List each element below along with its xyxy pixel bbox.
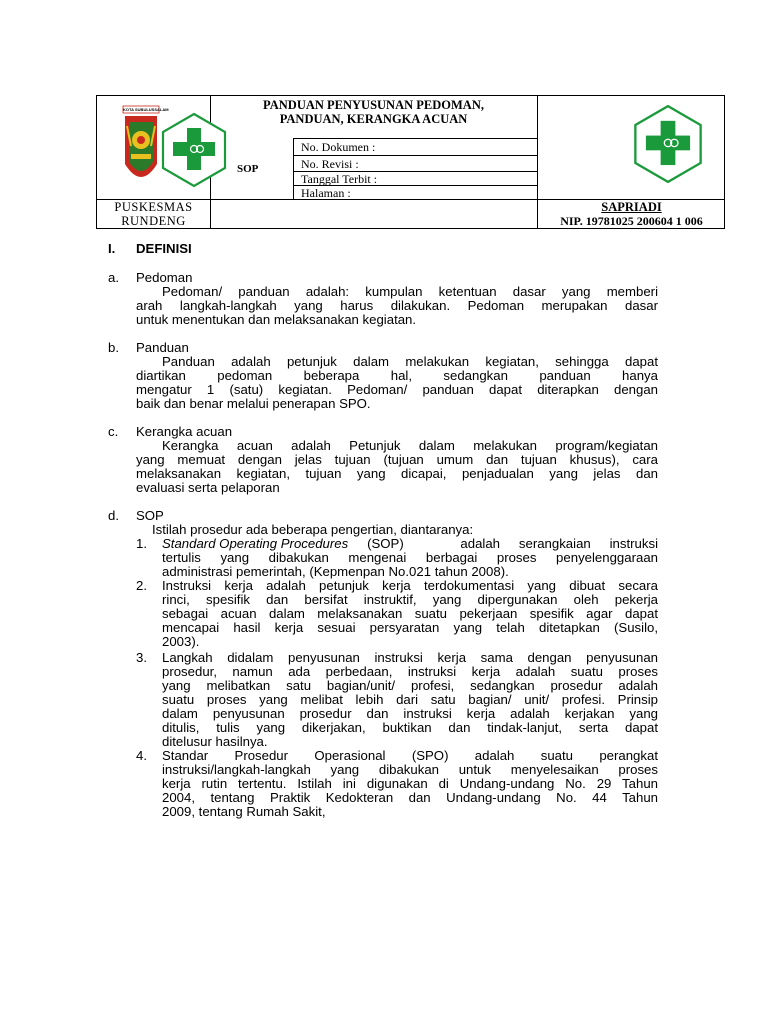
sub-3-line: suatu proses yang melibat lebih dari satu bagian/ unit/ profesi. Prinsip xyxy=(162,692,658,707)
sub-2-line: mencapai hasil kerja sesuai persyaratan yang telah ditetapkan (Susilo, xyxy=(162,620,658,635)
title-line-2: PANDUAN, KERANGKA ACUAN xyxy=(279,112,468,126)
sub-2-line: rinci, spesifik dan bersifat instruktif, yang dipergunakan oleh pekerja xyxy=(162,592,658,607)
organization-name xyxy=(97,200,210,228)
item-b-line: Panduan adalah petunjuk dalam melakukan kegiatan, sehingga dapat xyxy=(162,354,658,369)
item-c-title: Kerangka acuan xyxy=(136,424,233,439)
header-divider xyxy=(293,138,537,139)
header-divider xyxy=(293,138,294,200)
city-logo-text: KOTA SUBULUSSALAM xyxy=(123,107,169,112)
item-b-line: diartikan pedoman beberapa hal, sedangkan panduan hanya xyxy=(136,368,658,383)
item-c-line: yang memuat dengan jelas tujuan (tujuan umum dan tujuan khusus), cara xyxy=(136,452,658,467)
signer-name: SAPRIADI xyxy=(601,200,662,214)
item-a-line: untuk menentukan dan melaksanakan kegiatan. xyxy=(136,312,417,327)
sub-2-number: 2. xyxy=(136,578,147,593)
sop-label: SOP xyxy=(237,163,259,175)
item-a-label: a. xyxy=(108,270,119,285)
sub-4-line: Standar Prosedur Operasional (SPO) adalah suatu perangkat xyxy=(162,748,658,763)
puskesmas-logo-right xyxy=(633,104,703,184)
item-b-title: Panduan xyxy=(136,340,189,355)
item-c-line: melaksanakan kegiatan, tujuan yang dicapai, penjadualan yang jelas dan xyxy=(136,466,658,481)
item-b-line: baik dan benar melalui penerapan SPO. xyxy=(136,396,371,411)
sub-4-line: 2004, tentang Praktik Kedokteran dan Undang-undang No. 44 Tahun xyxy=(162,790,658,805)
item-b-label: b. xyxy=(108,340,119,355)
sub-1-line1-rest: (SOP) adalah serangkaian instruksi xyxy=(348,536,658,551)
signer-nip: NIP. 19781025 200604 1 006 xyxy=(560,214,703,228)
sub-3-line: yang melibatkan satu bagian/unit/ profesi, sedangkan prosedur adalah xyxy=(162,678,658,693)
sub-4-line: 2009, tentang Rumah Sakit, xyxy=(162,804,326,819)
item-a-title: Pedoman xyxy=(136,270,193,285)
section-number: I. xyxy=(108,241,116,256)
item-c-line: evaluasi serta pelaporan xyxy=(136,480,280,495)
item-d-label: d. xyxy=(108,508,119,523)
sub-1-first-line xyxy=(162,537,658,551)
sub-3-number: 3. xyxy=(136,650,147,665)
field-no-revisi: No. Revisi : xyxy=(301,157,359,171)
field-tanggal-terbit: Tanggal Terbit : xyxy=(301,172,378,186)
item-a-line: Pedoman/ panduan adalah: kumpulan ketentuan dasar yang memberi xyxy=(162,284,658,299)
org-line-1: PUSKESMAS xyxy=(114,200,193,214)
sub-2-line: 2003). xyxy=(162,634,200,649)
item-d-title: SOP xyxy=(136,508,164,523)
sub-3-line: ditelusur hasilnya. xyxy=(162,734,268,749)
item-b-line: mengatur 1 (satu) kegiatan. Pedoman/ panduan dapat diterapkan dengan xyxy=(136,382,658,397)
sub-1-number: 1. xyxy=(136,536,147,551)
document-header xyxy=(96,95,725,229)
sub-3-line: Langkah didalam penyusunan instruksi kerja sama dengan penyusunan xyxy=(162,650,658,665)
sub-1-line: administrasi pemerintah, (Kepmenpan No.021 tahun 2008). xyxy=(162,564,509,579)
sub-1-line: tertulis yang dibakukan mengenai berbagai proses penyelenggaraan xyxy=(162,550,658,565)
sub-2-line: sebagai acuan dalam melaksanakan suatu pekerjaan spesifik agar dapat xyxy=(162,606,658,621)
sub-3-line: ditulis, tulis yang dikerjakan, buktikan dan tindak-lanjut, serta dapat xyxy=(162,720,658,735)
sub-4-line: kerja rutin tertentu. Istilah ini digunakan di Undang-undang No. 29 Tahun xyxy=(162,776,658,791)
item-c-line: Kerangka acuan adalah Petunjuk dalam melakukan program/kegiatan xyxy=(162,438,658,453)
sub-1-italic-term: Standard Operating Procedures xyxy=(162,536,349,551)
header-divider xyxy=(293,155,537,156)
sub-4-number: 4. xyxy=(136,748,147,763)
item-d-intro: Istilah prosedur ada beberapa pengertian, diantaranya: xyxy=(152,522,474,537)
sub-3-line: prosedur, namun ada perbedaan, instruksi kerja adalah suatu proses xyxy=(162,664,658,679)
org-line-2: RUNDENG xyxy=(121,214,186,228)
document-title xyxy=(210,96,537,126)
title-line-1: PANDUAN PENYUSUNAN PEDOMAN, xyxy=(263,98,484,112)
sub-3-line: dalam penyusunan prosedur dan instruksi kerja adalah kerjakan yang xyxy=(162,706,658,721)
section-title: DEFINISI xyxy=(136,241,192,256)
field-halaman: Halaman : xyxy=(301,186,351,200)
sub-2-line: Instruksi kerja adalah petunjuk kerja terdokumentasi yang dibuat secara xyxy=(162,578,658,593)
item-c-label: c. xyxy=(108,424,119,439)
field-no-dokumen: No. Dokumen : xyxy=(301,140,376,154)
city-logo xyxy=(121,106,169,190)
item-a-line: arah langkah-langkah yang harus dilakukan. Pedoman merupakan dasar xyxy=(136,298,658,313)
sub-4-line: instruksi/langkah-langkah yang dibakukan untuk menyelesaikan proses xyxy=(162,762,658,777)
